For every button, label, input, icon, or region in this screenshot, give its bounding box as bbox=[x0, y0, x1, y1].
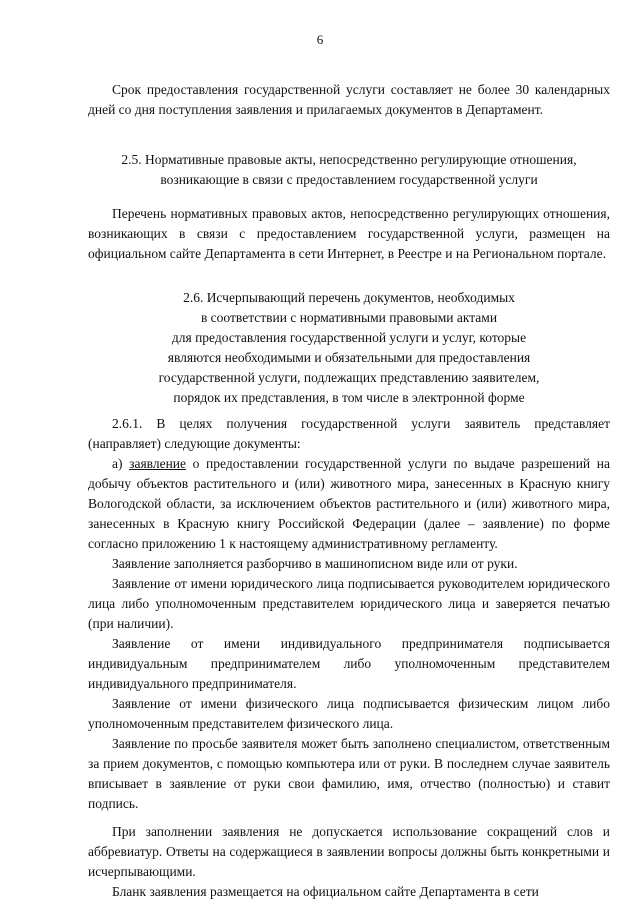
paragraph-legal-entity: Заявление от имени юридического лица подписывается руководителем юридического лица либо уполномоченным представителем юридического лица и заверяется печатью (при наличии). bbox=[88, 576, 610, 631]
item-a-text: о предоставлении государственной услуги по выдаче разрешений на добычу объектов растительного и (или) животного мира, занесенных в Красную книгу Вологодской области, за исключением объектов растительного и (или) животного мира, занесенных в Красную книгу Российской Федерации (далее – заявление) по форме согласно приложению 1 к настоящему административному регламенту. bbox=[88, 456, 610, 551]
term-paragraph: Срок предоставления государственной услуги составляет не более 30 календарных дней со дня поступления заявления и прилагаемых документов в Департамент. bbox=[88, 82, 610, 117]
paragraph-handwriting: Заявление заполняется разборчиво в машинописном виде или от руки. bbox=[112, 556, 518, 571]
heading-2-5 bbox=[88, 150, 610, 190]
paragraph-specialist: Заявление по просьбе заявителя может быть заполнено специалистом, ответственным за прием документов, с помощью компьютера или от руки. В последнем случае заявитель вписывает в заявление от руки свои фамилию, имя, отчество (полностью) и ставит подпись. bbox=[88, 736, 610, 811]
heading-2-5-line-2: возникающие в связи с предоставлением государственной услуги bbox=[160, 172, 538, 187]
heading-2-5-line-1: 2.5. Нормативные правовые акты, непосредственно регулирующие отношения, bbox=[121, 152, 577, 167]
heading-2-6-line-1: 2.6. Исчерпывающий перечень документов, необходимых bbox=[183, 290, 515, 305]
heading-2-6 bbox=[88, 288, 610, 408]
paragraph-abbreviations: При заполнении заявления не допускается использование сокращений слов и аббревиатур. Ответы на содержащиеся в заявлении вопросы должны быть конкретными и исчерпывающими. bbox=[88, 824, 610, 879]
heading-2-6-line-3: для предоставления государственной услуги и услуг, которые bbox=[171, 330, 527, 345]
item-a bbox=[88, 454, 610, 554]
heading-2-6-line-5: государственной услуги, подлежащих представлению заявителем, bbox=[158, 370, 540, 385]
paragraph-form-location: Бланк заявления размещается на официальном сайте Департамента в сети bbox=[112, 884, 539, 899]
para-2-6-1: 2.6.1. В целях получения государственной услуги заявитель представляет (направляет) следующие документы: bbox=[88, 416, 610, 451]
paragraph-individual: Заявление от имени физического лица подписывается физическим лицом либо уполномоченным представителем физического лица. bbox=[88, 696, 610, 731]
item-a-prefix: а) bbox=[112, 456, 130, 471]
heading-2-6-line-2: в соответствии с нормативными правовыми актами bbox=[200, 310, 498, 325]
term-section bbox=[88, 80, 610, 120]
paragraph-entrepreneur: Заявление от имени индивидуального предпринимателя подписывается индивидуальным предпринимателем либо уполномоченным представителем индивидуального предпринимателя. bbox=[88, 636, 610, 691]
legal-acts-paragraph: Перечень нормативных правовых актов, непосредственно регулирующих отношения, возникающих в связи с предоставлением государственной услуги, размещен на официальном сайте Департамента в сети Интернет, в Реестре и на Региональном портале. bbox=[88, 206, 610, 261]
heading-2-6-line-4: являются необходимыми и обязательными для предоставления bbox=[167, 350, 531, 365]
documents-section bbox=[88, 414, 610, 902]
page-number: 6 bbox=[316, 32, 324, 47]
application-link[interactable]: заявление bbox=[129, 456, 187, 471]
legal-acts-section bbox=[88, 204, 610, 264]
heading-2-6-line-6: порядок их представления, в том числе в электронной форме bbox=[173, 390, 525, 405]
